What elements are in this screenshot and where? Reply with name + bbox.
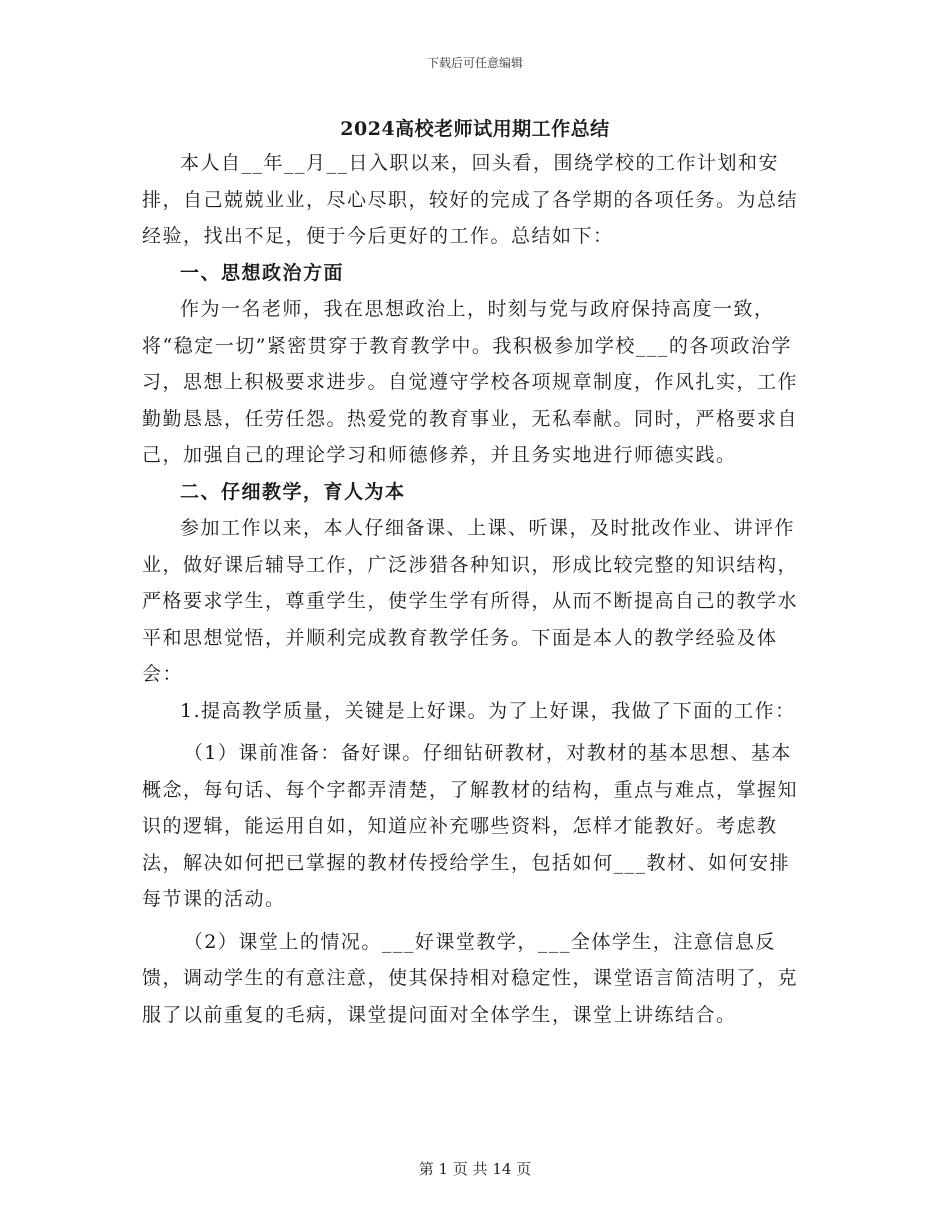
section-heading-teaching: 二、仔细教学，育人为本 bbox=[180, 480, 406, 503]
politics-paragraph: 作为一名老师，我在思想政治上，时刻与党与政府保持高度一致，将“稳定一切”紧密贯穿于教育教学中。我积极参加学校___的各项政治学习，思想上积极要求进步。自觉遵守学校各项规章制度，作风扎实，工作勤勤恳恳，任劳任怨。热爱党的教育事业，无私奉献。同时，严格要求自己，加强自己的理论学习和师德修养，并且务实地进行师德实践。 bbox=[142, 298, 799, 466]
document-body bbox=[142, 145, 810, 1033]
teaching-paragraph: 参加工作以来，本人仔细备课、上课、听课，及时批改作业、讲评作业，做好课后辅导工作，广泛涉猎各种知识，形成比较完整的知识结构，严格要求学生，尊重学生，使学生学有所得，从而不断提高自己的教学水平和思想觉悟，并顺利完成教育教学任务。下面是本人的教学经验及体会： bbox=[142, 517, 799, 685]
intro-paragraph: 本人自__年__月__日入职以来，回头看，围绕学校的工作计划和安排，自己兢兢业业，尽心尽职，较好的完成了各学期的各项任务。为总结经验，找出不足，便于今后更好的工作。总结如下： bbox=[142, 152, 799, 247]
subpoint-1-paragraph: （1）课前准备：备好课。仔细钻研教材，对教材的基本思想、基本概念，每句话、每个字都弄清楚，了解教材的结构，重点与难点，掌握知识的逻辑，能运用自如，知道应补充哪些资料，怎样才能教好。考虑教法，解决如何把已掌握的教材传授给学生，包括如何___教材、如何安排每节课的活动。 bbox=[142, 742, 799, 910]
document-title: 2024高校老师试用期工作总结 bbox=[340, 118, 610, 140]
subpoint-2-paragraph: （2）课堂上的情况。___好课堂教学，___全体学生，注意信息反馈，调动学生的有意注意，使其保持相对稳定性，课堂语言简洁明了，克服了以前重复的毛病，课堂提问面对全体学生，课堂上讲练结合。 bbox=[142, 930, 799, 1026]
point-1-paragraph: 1.提高教学质量，关键是上好课。为了上好课，我做了下面的工作： bbox=[180, 699, 796, 722]
section-heading-politics: 一、思想政治方面 bbox=[180, 261, 345, 284]
page-number: 第 1 页 共 14 页 bbox=[418, 1160, 532, 1178]
page-header-note: 下载后可任意编辑 bbox=[426, 56, 523, 70]
